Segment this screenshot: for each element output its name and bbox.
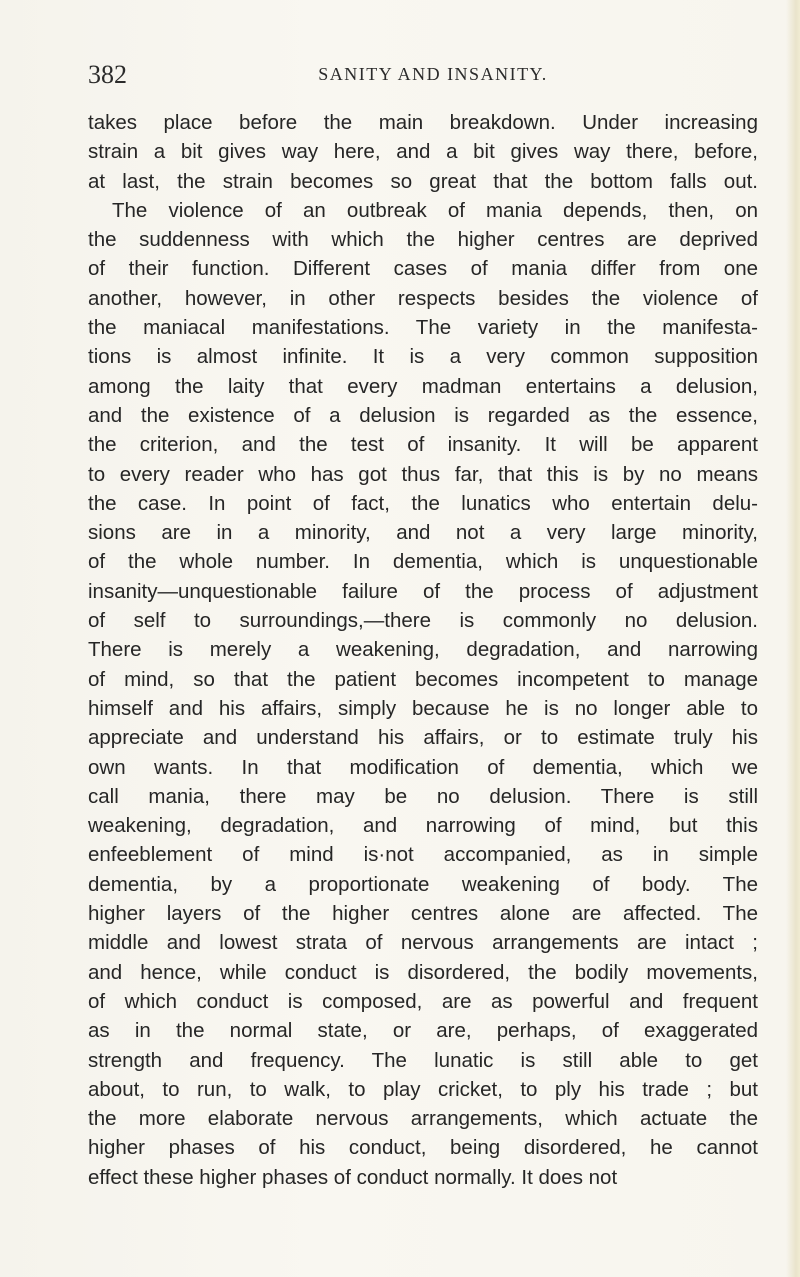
- text-line: of self to surroundings,—there is commonly no delusion.: [88, 609, 758, 633]
- text-line: of the whole number. In dementia, which is unquestionable: [88, 550, 758, 574]
- text-line: at last, the strain becomes so great that the bottom falls out.: [88, 169, 758, 193]
- text-line: own wants. In that modification of dementia, which we: [88, 755, 758, 779]
- body-text: [88, 108, 758, 1192]
- text-line: about, to run, to walk, to play cricket, to ply his trade ; but: [88, 1077, 758, 1101]
- text-line: himself and his affairs, simply because he is no longer able to: [88, 696, 758, 720]
- text-line: as in the normal state, or are, perhaps, of exaggerated: [88, 1019, 758, 1043]
- text-line: and hence, while conduct is disordered, the bodily movements,: [88, 960, 758, 984]
- text-line: another, however, in other respects besides the violence of: [88, 286, 758, 310]
- text-line: the maniacal manifestations. The variety in the manifesta-: [88, 316, 758, 340]
- page-number: 382: [88, 60, 127, 89]
- text-line: the suddenness with which the higher centres are deprived: [88, 228, 758, 252]
- text-line: weakening, degradation, and narrowing of mind, but this: [88, 814, 758, 838]
- text-line: and the existence of a delusion is regarded as the essence,: [88, 403, 758, 427]
- text-line: takes place before the main breakdown. Under increasing: [88, 111, 758, 134]
- text-line: among the laity that every madman entertains a delusion,: [88, 374, 758, 398]
- text-line: strength and frequency. The lunatic is still able to get: [88, 1048, 758, 1072]
- text-line: the criterion, and the test of insanity. It will be apparent: [88, 433, 758, 457]
- text-line: of which conduct is composed, are as powerful and frequent: [88, 989, 758, 1013]
- text-line: of mind, so that the patient becomes incompetent to manage: [88, 667, 758, 691]
- text-line: the case. In point of fact, the lunatics who entertain delu-: [88, 491, 758, 515]
- text-line: higher layers of the higher centres alone are affected. The: [88, 902, 758, 926]
- text-line: the more elaborate nervous arrangements, which actuate the: [88, 1107, 758, 1131]
- text-line: dementia, by a proportionate weakening of body. The: [88, 872, 758, 896]
- running-head: SANITY AND INSANITY.: [318, 64, 548, 84]
- text-line: tions is almost infinite. It is a very common supposition: [88, 345, 758, 369]
- text-line: strain a bit gives way here, and a bit gives way there, before,: [88, 140, 758, 164]
- text-line: There is merely a weakening, degradation, and narrowing: [88, 638, 758, 662]
- text-line: call mania, there may be no delusion. There is still: [88, 784, 758, 808]
- text-line: The violence of an outbreak of mania depends, then, on: [112, 198, 758, 222]
- text-line: of their function. Different cases of mania differ from one: [88, 257, 758, 281]
- text-line: sions are in a minority, and not a very large minority,: [88, 521, 758, 545]
- text-line: enfeeblement of mind is·not accompanied, as in simple: [88, 843, 758, 867]
- text-line: to every reader who has got thus far, that this is by no means: [88, 462, 758, 486]
- text-line: higher phases of his conduct, being disordered, he cannot: [88, 1136, 758, 1160]
- page-header: [88, 60, 778, 100]
- page-edge: [786, 0, 800, 1277]
- text-line: effect these higher phases of conduct normally. It does not: [88, 1165, 618, 1189]
- text-line: insanity—unquestionable failure of the process of adjustment: [88, 579, 758, 603]
- text-line: appreciate and understand his affairs, or to estimate truly his: [88, 726, 758, 750]
- text-line: middle and lowest strata of nervous arrangements are intact ;: [88, 931, 758, 955]
